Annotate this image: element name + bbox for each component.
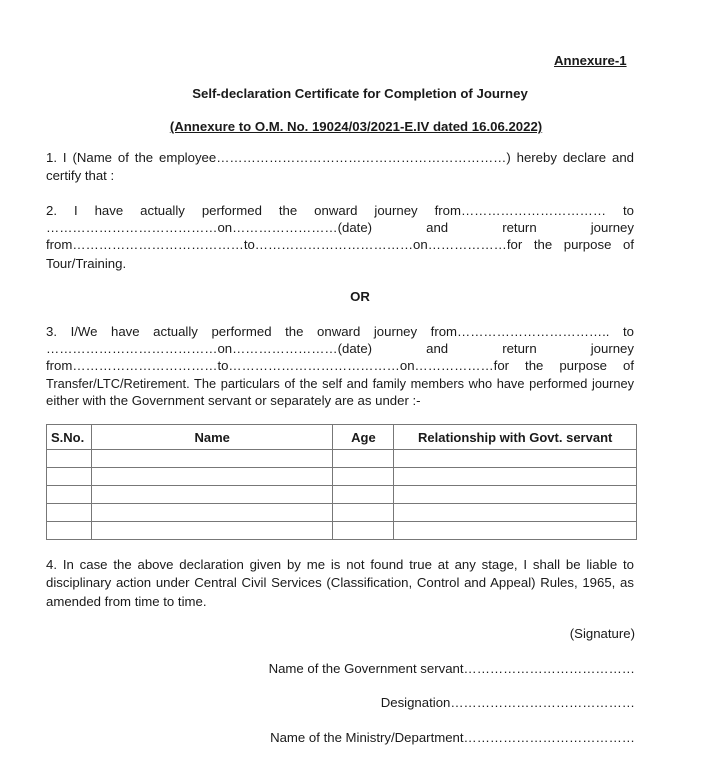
paragraph-3-line-4: Transfer/LTC/Retirement. The particulars of the self and family members who have performed journey — [46, 376, 634, 391]
annexure-label: Annexure-1 — [554, 53, 627, 68]
table-cell[interactable] — [333, 450, 394, 468]
table-cell[interactable] — [91, 522, 333, 540]
header-relationship: Relationship with Govt. servant — [394, 425, 637, 450]
header-sno: S.No. — [47, 425, 92, 450]
table-cell[interactable] — [333, 504, 394, 522]
table-cell[interactable] — [394, 522, 637, 540]
table-row — [47, 450, 637, 468]
paragraph-3-line-1: 3. I/We have actually performed the onward journey from…………………………….. to — [46, 324, 634, 339]
paragraph-2-line-1: 2. I have actually performed the onward journey from…………………………… to — [46, 203, 634, 218]
header-name: Name — [91, 425, 333, 450]
or-separator: OR — [350, 289, 370, 304]
header-age: Age — [333, 425, 394, 450]
table-cell[interactable] — [394, 486, 637, 504]
paragraph-2-line-2: …………………………………on……………………(date) and return journey — [46, 220, 634, 235]
table-row — [47, 468, 637, 486]
paragraph-3-line-5: either with the Government servant or separately are as under :- — [46, 393, 421, 408]
paragraph-3-line-3: from……………………………to…………………………………on………………for the purpose of — [46, 358, 634, 373]
signature-label: (Signature) — [569, 626, 635, 641]
paragraph-4-line-3: amended from time to time. — [46, 594, 207, 609]
table-cell[interactable] — [91, 504, 333, 522]
table-cell[interactable] — [333, 486, 394, 504]
paragraph-3-line-2: …………………………………on……………………(date) and return journey — [46, 341, 634, 356]
family-members-table — [46, 424, 637, 540]
ministry-department-field: Name of the Ministry/Department………………………………… — [270, 730, 635, 745]
table-cell[interactable] — [47, 486, 92, 504]
table-cell[interactable] — [333, 468, 394, 486]
page-subtitle: (Annexure to O.M. No. 19024/03/2021-E.IV dated 16.06.2022) — [169, 119, 543, 134]
table-cell[interactable] — [394, 450, 637, 468]
table-cell[interactable] — [47, 450, 92, 468]
table-row — [47, 486, 637, 504]
page-title: Self-declaration Certificate for Completion of Journey — [192, 86, 528, 101]
table-cell[interactable] — [394, 504, 637, 522]
paragraph-2-line-3: from…………………………………to………………………………on………………for the purpose of — [46, 237, 634, 252]
table-row — [47, 504, 637, 522]
table-cell[interactable] — [47, 504, 92, 522]
paragraph-2-line-4: Tour/Training. — [46, 256, 127, 271]
table-header-row — [47, 425, 637, 450]
paragraph-4-line-2: disciplinary action under Central Civil Services (Classification, Control and Appeal) Rules, 1965, as — [46, 575, 634, 590]
table-cell[interactable] — [47, 522, 92, 540]
table-cell[interactable] — [91, 450, 333, 468]
table-cell[interactable] — [333, 522, 394, 540]
table-row — [47, 522, 637, 540]
table-cell[interactable] — [91, 468, 333, 486]
government-servant-name-field: Name of the Government servant………………………………… — [268, 661, 635, 676]
designation-field: Designation…………………………………… — [380, 695, 635, 710]
table-cell[interactable] — [91, 486, 333, 504]
paragraph-4-line-1: 4. In case the above declaration given by me is not found true at any stage, I shall be liable to — [46, 557, 634, 572]
table-cell[interactable] — [47, 468, 92, 486]
table-cell[interactable] — [394, 468, 637, 486]
paragraph-1-line-2: certify that : — [46, 168, 115, 183]
paragraph-1-line-1: 1. I (Name of the employee…………………………………………………………) hereby declare and — [46, 150, 634, 165]
